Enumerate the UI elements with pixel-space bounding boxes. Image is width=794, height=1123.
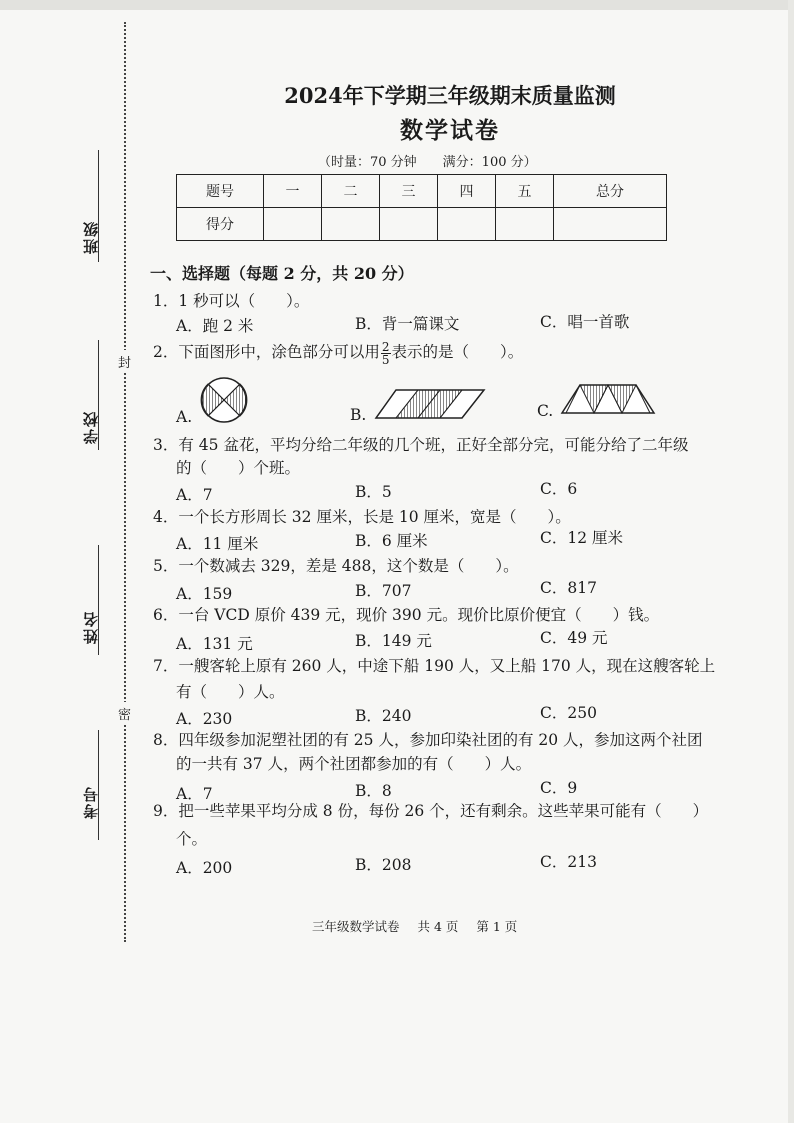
footer-paper-name: 三年级数学试卷	[312, 919, 400, 934]
question-2	[153, 340, 523, 366]
q8-option-c: C．9	[540, 779, 578, 797]
question-9: 9．把一些苹果平均分成 8 份，每份 26 个，还有剩余。这些苹果可能有（ ）	[153, 802, 709, 820]
q6-option-a: A．131 元	[176, 635, 253, 653]
q5-option-a: A．159	[176, 585, 233, 603]
score-table-score-row	[177, 208, 667, 241]
q4-option-a: A．11 厘米	[176, 535, 259, 553]
q2-text-before: 2．下面图形中，涂色部分可以用	[153, 343, 380, 361]
q9-option-a: A．200	[176, 859, 233, 877]
q7-option-c: C．250	[540, 704, 597, 722]
question-3-continued: 的（ ）个班。	[176, 459, 301, 477]
q2-option-b: B.	[350, 406, 367, 424]
exam-meta: （时量：70 分钟 满分：100 分）	[318, 155, 537, 170]
footer-total-pages: 共 4 页	[417, 919, 459, 934]
trapezoid-figure-icon	[560, 383, 656, 415]
id-field-label: 考号	[82, 785, 100, 819]
q7-option-b: B．240	[355, 707, 412, 725]
q1-option-c: C．唱一首歌	[540, 313, 630, 331]
question-6: 6．一台 VCD 原价 439 元，现价 390 元。现价比原价便宜（ ）钱。	[153, 606, 660, 624]
question-8: 8．四年级参加泥塑社团的有 25 人，参加印染社团的有 20 人，参加这两个社团	[153, 731, 703, 749]
question-4: 4．一个长方形周长 32 厘米，长是 10 厘米，宽是（ ）。	[153, 508, 571, 526]
fraction-numerator: 2	[381, 339, 390, 354]
q2-text-after: 表示的是（ ）。	[391, 343, 524, 361]
score-input-cell[interactable]	[380, 208, 438, 241]
section-heading: 一、选择题（每题 2 分，共 20 分）	[150, 264, 414, 283]
q8-option-a: A．7	[176, 785, 213, 803]
score-input-cell[interactable]	[322, 208, 380, 241]
q7-option-a: A．230	[176, 710, 233, 728]
exam-subtitle: 数学试卷	[400, 117, 500, 144]
question-9-continued: 个。	[176, 830, 208, 848]
score-table-cell: 二	[322, 175, 380, 208]
q9-option-b: B．208	[355, 856, 412, 874]
q5-option-b: B．707	[355, 582, 412, 600]
parallelogram-figure-icon	[374, 388, 486, 420]
score-table-cell: 得分	[177, 208, 264, 241]
q3-option-c: C．6	[540, 480, 578, 498]
q2-option-c: C.	[537, 402, 554, 420]
score-table-cell: 题号	[177, 175, 264, 208]
score-input-cell[interactable]	[438, 208, 496, 241]
page-footer	[312, 917, 531, 935]
question-8-continued: 的一共有 37 人，两个社团都参加的有（ ）人。	[176, 755, 532, 773]
footer-page-number: 第 1 页	[476, 919, 518, 934]
q6-option-b: B．149 元	[355, 632, 432, 650]
score-table-cell: 三	[380, 175, 438, 208]
q5-option-c: C．817	[540, 579, 597, 597]
scan-edge-top	[0, 0, 794, 10]
question-3: 3．有 45 盆花，平均分给二年级的几个班，正好全部分完，可能分给了二年级	[153, 436, 689, 454]
fraction-denominator: 5	[381, 352, 390, 367]
q1-option-b: B．背一篇课文	[355, 315, 460, 333]
score-table-cell: 一	[264, 175, 322, 208]
question-5: 5．一个数减去 329，差是 488，这个数是（ ）。	[153, 557, 519, 575]
binding-mark-secret: 密	[118, 702, 131, 725]
question-1: 1．1 秒可以（ ）。	[153, 292, 310, 310]
q3-option-a: A．7	[176, 486, 213, 504]
class-field-label: 班级	[82, 220, 100, 254]
scan-edge-right	[788, 0, 794, 1123]
circle-figure-icon	[200, 376, 248, 424]
score-table-cell: 四	[438, 175, 496, 208]
score-table-cell: 总分	[554, 175, 667, 208]
q8-option-b: B．8	[355, 782, 392, 800]
q1-option-a: A．跑 2 米	[176, 317, 254, 335]
q3-option-b: B．5	[355, 483, 392, 501]
score-table-cell: 五	[496, 175, 554, 208]
score-table	[176, 174, 667, 241]
q4-option-b: B．6 厘米	[355, 532, 428, 550]
score-input-cell[interactable]	[264, 208, 322, 241]
score-input-cell[interactable]	[496, 208, 554, 241]
binding-mark-seal: 封	[118, 350, 131, 373]
q4-option-c: C．12 厘米	[540, 529, 624, 547]
question-7: 7．一艘客轮上原有 260 人，中途下船 190 人，又上船 170 人，现在这艘客轮上	[153, 657, 716, 675]
q9-option-c: C．213	[540, 853, 597, 871]
q6-option-c: C．49 元	[540, 629, 608, 647]
school-field-label: 学校	[82, 410, 100, 444]
exam-title: 2024年下学期三年级期末质量监测	[284, 83, 616, 108]
question-7-continued: 有（ ）人。	[176, 683, 285, 701]
score-input-cell[interactable]	[554, 208, 667, 241]
name-field-label: 姓名	[82, 610, 100, 644]
fraction	[381, 341, 391, 366]
binding-dotted-line	[124, 22, 126, 942]
score-table-header-row	[177, 175, 667, 208]
q2-option-a: A.	[176, 408, 193, 426]
